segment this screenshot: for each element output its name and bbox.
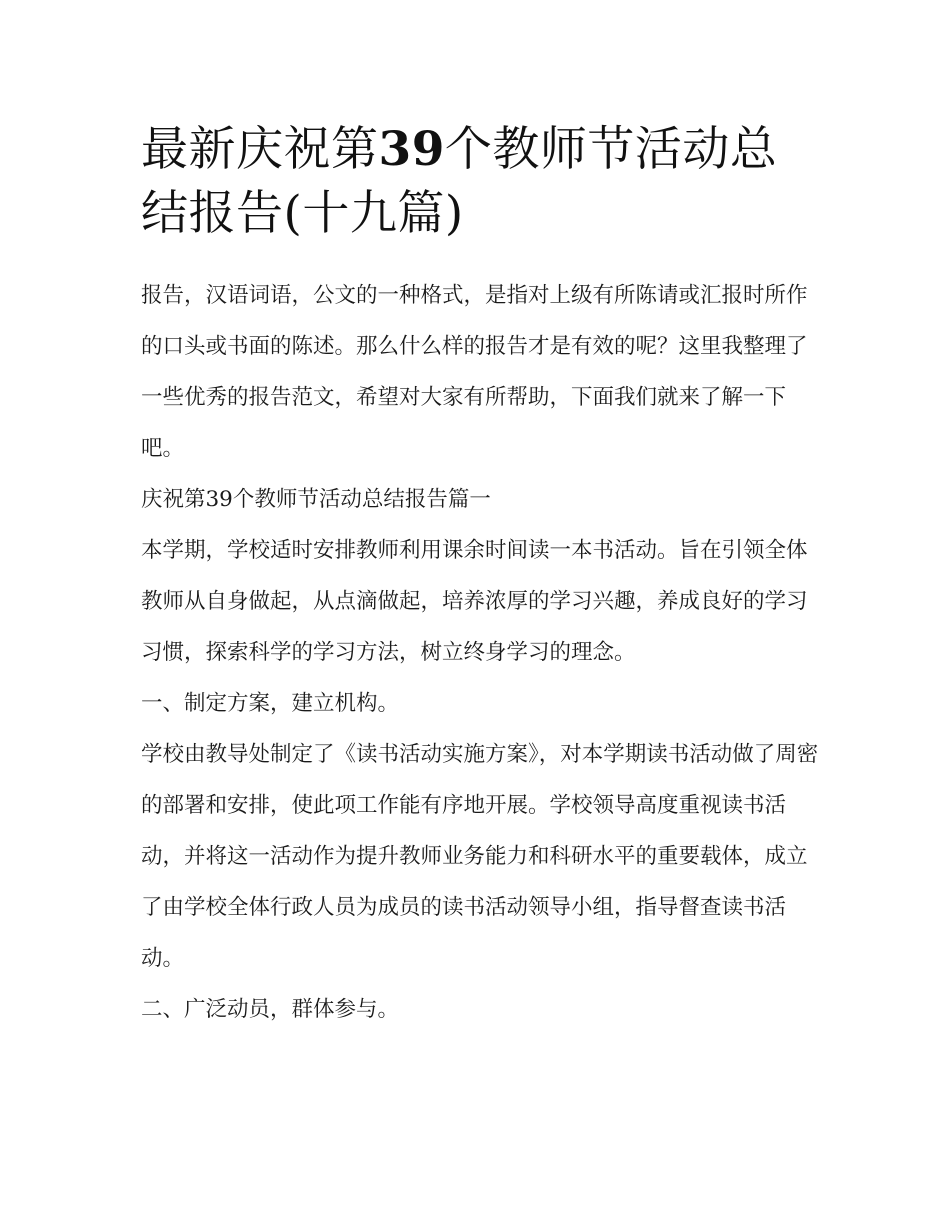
heading-2: 二、广泛动员，群体参与。 [141,997,400,1022]
section-title: 庆祝第39个教师节活动总结报告篇一 [141,487,491,512]
heading-1: 一、制定方案，建立机构。 [141,691,400,716]
intro-paragraph: 报告，汉语词语，公文的一种格式，是指对上级有所陈请或汇报时所作的口头或书面的陈述。那么什么样的报告才是有效的呢？这里我整理了一些优秀的报告范文，希望对大家有所帮助，下面我们就来了解一下吧。 [141,283,808,461]
document-title-line-2: 结报告(十九篇) [141,186,464,241]
paragraph-2: 学校由教导处制定了《读书活动实施方案》，对本学期读书活动做了周密的部署和安排，使此项工作能有序地开展。学校领导高度重视读书活动，并将这一活动作为提升教师业务能力和科研水平的重要载体，成立了由学校全体行政人员为成员的读书活动领导小组，指导督查读书活动。 [141,742,819,971]
paragraph-1: 本学期，学校适时安排教师利用课余时间读一本书活动。旨在引领全体教师从自身做起，从点滴做起，培养浓厚的学习兴趣，养成良好的学习习惯，探索科学的学习方法，树立终身学习的理念。 [141,538,808,665]
document-title-line-1: 最新庆祝第39个教师节活动总 [141,122,778,177]
document-content [141,118,821,1035]
document-title [141,118,821,246]
